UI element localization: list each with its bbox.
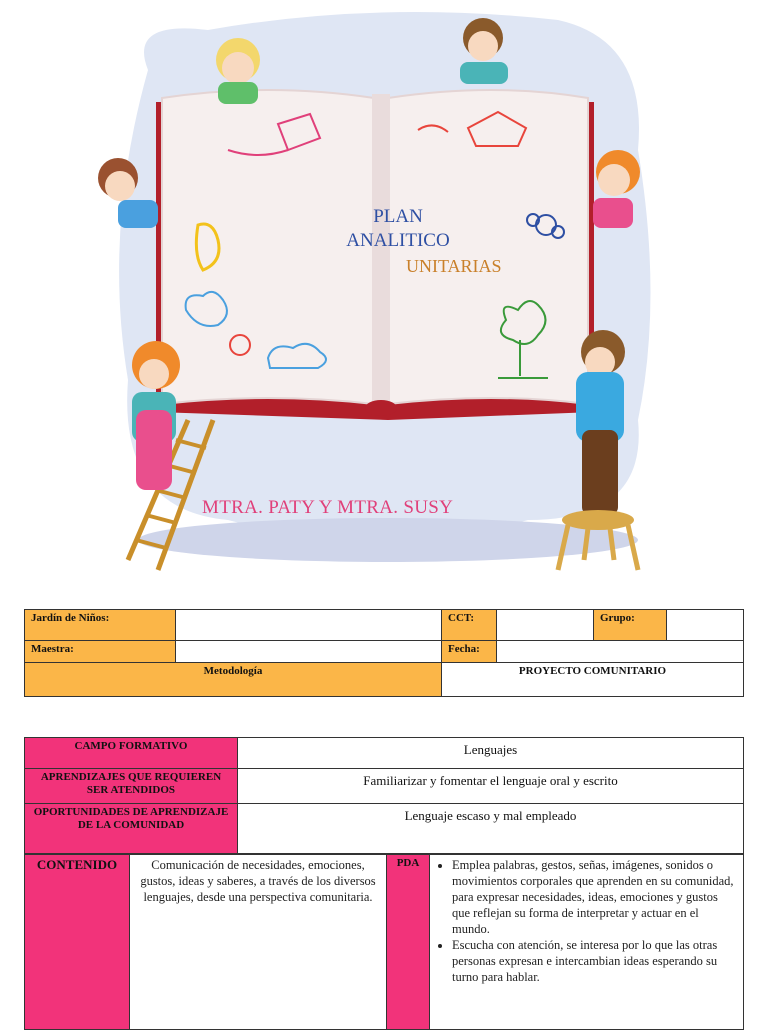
cover-title — [328, 205, 468, 253]
content-table — [24, 854, 744, 1030]
metodologia-label: Metodología — [25, 663, 442, 697]
info-table — [24, 609, 744, 697]
cover-teachers: MTRA. PATY Y MTRA. SUSY — [202, 497, 454, 518]
jardin-label: Jardín de Niños: — [25, 610, 176, 641]
pda-item: • Emplea palabras, gestos, señas, imágenes, sonidos o movimientos corporales que aprenden en su comunidad, para expresar necesidades, ideas, emociones y gustos que reflejan su forma de interpretar y actuar en el mundo. — [452, 857, 737, 937]
cover-subtitle: UNITARIAS — [406, 256, 502, 276]
cover-illustration — [88, 0, 668, 580]
campo-formativo-value: Lenguajes — [238, 738, 744, 769]
plan-table — [24, 737, 744, 854]
maestra-field[interactable] — [176, 641, 442, 663]
contenido-label: CONTENIDO — [25, 855, 130, 1030]
pda-list-cell — [430, 855, 744, 1030]
cover-title-line2: ANALITICO — [346, 230, 450, 251]
pda-item: • Escucha con atención, se interesa por lo que las otras personas expresan e intercambian ideas esperando su turno para hablar. — [452, 937, 737, 985]
open-book-illustration — [88, 0, 668, 580]
pda-list — [436, 857, 737, 985]
oportunidades-value: Lenguaje escaso y mal empleado — [238, 804, 744, 854]
metodologia-value: PROYECTO COMUNITARIO — [442, 663, 744, 697]
fecha-label: Fecha: — [442, 641, 497, 663]
cct-label: CCT: — [442, 610, 497, 641]
contenido-value: Comunicación de necesidades, emociones, gustos, ideas y saberes, a través de los diversos lenguajes, desde una perspectiva comunitaria. — [130, 855, 387, 1030]
fecha-field[interactable] — [497, 641, 744, 663]
pda-label: PDA — [387, 855, 430, 1030]
maestra-label: Maestra: — [25, 641, 176, 663]
aprendizajes-value: Familiarizar y fomentar el lenguaje oral y escrito — [238, 769, 744, 804]
grupo-field[interactable] — [667, 610, 744, 641]
oportunidades-label: OPORTUNIDADES DE APRENDIZAJE DE LA COMUNIDAD — [25, 804, 238, 854]
cover-title-line1: PLAN — [373, 206, 423, 227]
campo-formativo-label: CAMPO FORMATIVO — [25, 738, 238, 769]
aprendizajes-label: APRENDIZAJES QUE REQUIEREN SER ATENDIDOS — [25, 769, 238, 804]
grupo-label: Grupo: — [594, 610, 667, 641]
cct-field[interactable] — [497, 610, 594, 641]
jardin-field[interactable] — [176, 610, 442, 641]
